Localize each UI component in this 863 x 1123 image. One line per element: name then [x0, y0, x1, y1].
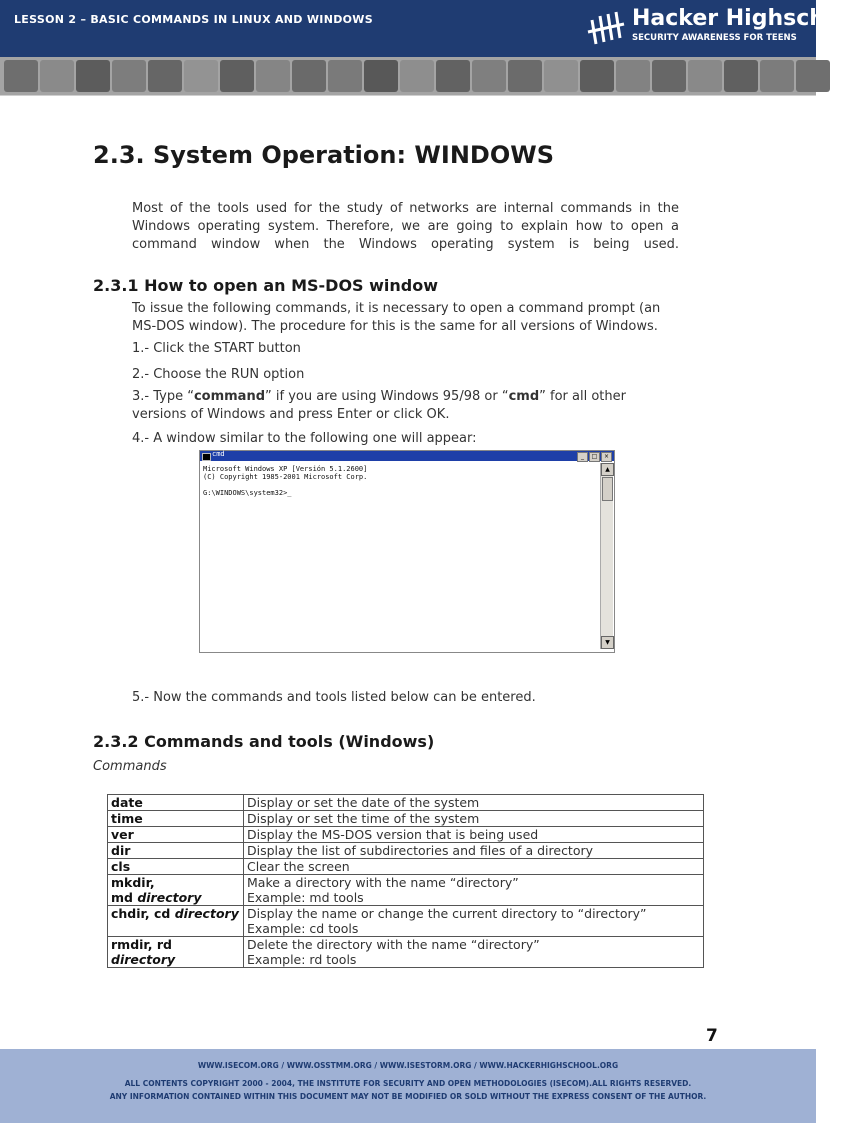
step-3: 3.- Type “command” if you are using Windows 95/98 or “cmd” for all other versions of Windows and press Enter or click OK. — [132, 389, 626, 422]
cmd-keyword: cmd — [508, 389, 540, 404]
command-description: Display or set the time of the system — [244, 811, 704, 827]
command-description: Display the list of subdirectories and files of a directory — [244, 843, 704, 859]
table-row — [108, 875, 704, 906]
cmd-window-screenshot — [199, 450, 615, 653]
footer-websites: WWW.ISECOM.ORG / WWW.OSSTMM.ORG / WWW.ISESTORM.ORG / WWW.HACKERHIGHSCHOOL.ORG — [197, 1061, 619, 1070]
cmd-titlebar — [200, 451, 614, 461]
table-row — [108, 811, 704, 827]
section-title: 2.3. System Operation: WINDOWS — [93, 141, 555, 169]
cmd-app-icon — [202, 453, 211, 461]
table-row — [108, 859, 704, 875]
command-description: Make a directory with the name “directory” Example: md tools — [244, 875, 704, 906]
brand-tagline: SECURITY AWARENESS FOR TEENS — [632, 33, 797, 43]
command-description: Delete the directory with the name “directory” Example: rd tools — [244, 937, 704, 968]
console-line-copyright: (C) Copyright 1985-2001 Microsoft Corp. — [203, 473, 368, 481]
section-intro: Most of the tools used for the study of networks are internal commands in the Windows operating system. Therefore, we are going to explain how to open a command window when the Windows operating system is being used. — [132, 201, 679, 252]
table-row — [108, 906, 704, 937]
step-1: 1.- Click the START button — [132, 341, 301, 356]
command-name: date — [108, 795, 244, 811]
brand-name: Hacker Highschool — [632, 6, 863, 31]
command-description: Display the MS-DOS version that is being used — [244, 827, 704, 843]
subsection-title-open-window: 2.3.1 How to open an MS-DOS window — [93, 276, 439, 295]
table-caption: Commands — [93, 759, 167, 774]
command-description: Clear the screen — [244, 859, 704, 875]
scroll-up-icon: ▲ — [601, 463, 614, 476]
maximize-icon: □ — [589, 452, 600, 462]
lesson-title: LESSON 2 – BASIC COMMANDS IN LINUX AND WINDOWS — [14, 13, 373, 26]
step-4: 4.- A window similar to the following one will appear: — [132, 431, 477, 446]
page-number: 7 — [706, 1026, 718, 1046]
command-name: ver — [108, 827, 244, 843]
footer-notice: ANY INFORMATION CONTAINED WITHIN THIS DOCUMENT MAY NOT BE MODIFIED OR SOLD WITHOUT THE EXPRESS CONSENT OF THE AUTHOR. — [109, 1092, 707, 1101]
command-name: time — [108, 811, 244, 827]
scroll-down-icon: ▼ — [601, 636, 614, 649]
command-name: cls — [108, 859, 244, 875]
command-name: mkdir, md directory — [108, 875, 244, 906]
photo-strip — [0, 57, 816, 95]
cmd-window-title: cmd — [212, 450, 225, 458]
commands-table — [107, 794, 704, 968]
cmd-scrollbar — [600, 463, 613, 649]
command-description: Display the name or change the current directory to “directory” Example: cd tools — [244, 906, 704, 937]
table-row — [108, 937, 704, 968]
cmd-console — [202, 463, 596, 649]
command-name: chdir, cd directory — [108, 906, 244, 937]
hacker-highschool-logo — [584, 4, 863, 54]
command-keyword: command — [193, 389, 266, 404]
page-footer — [0, 1049, 816, 1123]
table-row — [108, 795, 704, 811]
command-name: dir — [108, 843, 244, 859]
subsection-intro: To issue the following commands, it is necessary to open a command prompt (an MS-DOS window). The procedure for this is the same for all versions of Windows. — [132, 301, 661, 334]
footer-copyright: ALL CONTENTS COPYRIGHT 2000 - 2004, THE INSTITUTE FOR SECURITY AND OPEN METHODOLOGIES (ISECOM).ALL RIGHTS RESERVED. — [124, 1079, 692, 1088]
command-name: rmdir, rd directory — [108, 937, 244, 968]
subsection-title-commands: 2.3.2 Commands and tools (Windows) — [93, 732, 435, 751]
step-5: 5.- Now the commands and tools listed below can be entered. — [132, 690, 536, 705]
table-row — [108, 843, 704, 859]
logo-mark-icon — [586, 10, 626, 46]
console-line-prompt: G:\WINDOWS\system32>_ — [203, 489, 292, 497]
step-2: 2.- Choose the RUN option — [132, 367, 305, 382]
scroll-thumb — [602, 477, 613, 501]
page-header — [0, 0, 863, 57]
header-divider — [0, 95, 816, 96]
console-line-version: Microsoft Windows XP [Versión 5.1.2600] — [203, 465, 368, 473]
minimize-icon: _ — [577, 452, 588, 462]
close-icon: × — [601, 452, 612, 462]
command-description: Display or set the date of the system — [244, 795, 704, 811]
table-row — [108, 827, 704, 843]
